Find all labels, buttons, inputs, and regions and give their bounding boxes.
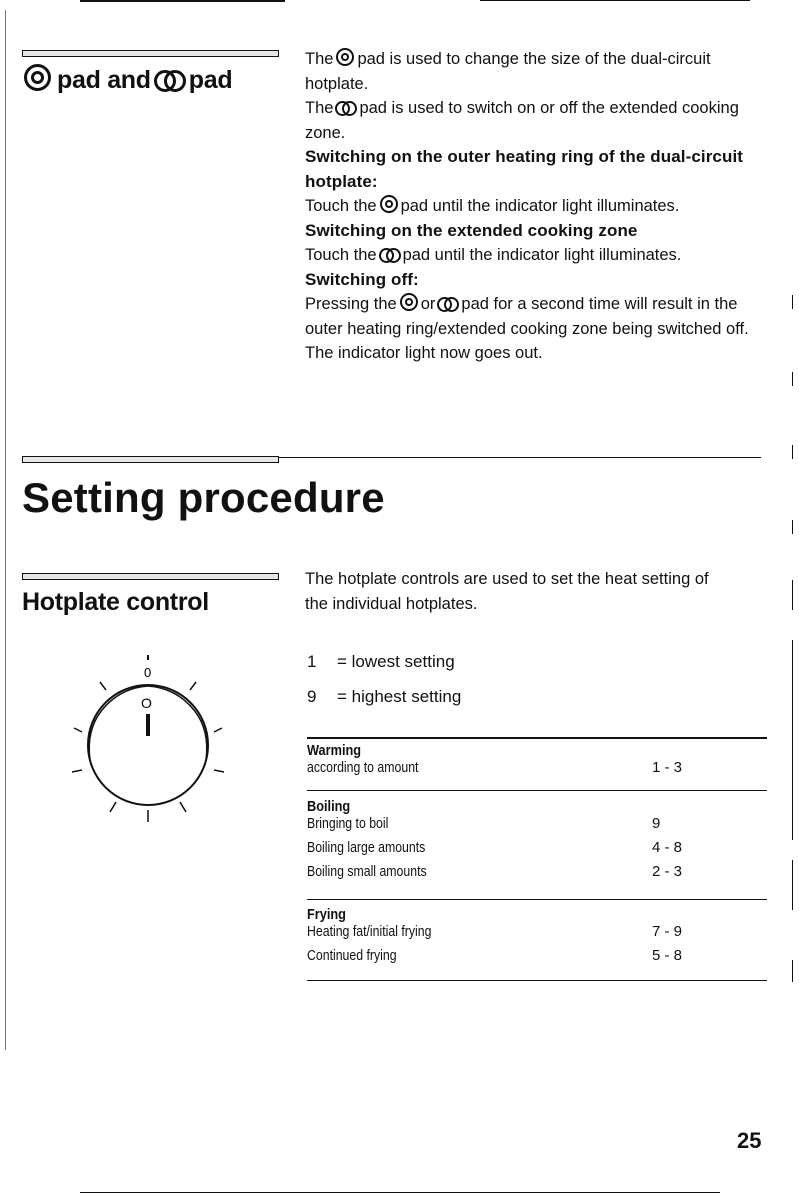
margin-mark (792, 960, 793, 982)
setting-range (307, 652, 461, 707)
extended-zone-icon (379, 248, 401, 261)
text-outer-ring: Touch the pad until the indicator light illuminates. (305, 197, 680, 215)
margin-mark (792, 860, 793, 910)
table-rule (307, 899, 767, 900)
setting-lowest: 1 = lowest setting (307, 652, 455, 671)
dial-tick (74, 728, 82, 732)
para-extended-pad: The pad is used to switch on or off the extended cooking zone. (305, 99, 739, 142)
table-row: Heating fat/initial frying 7 - 9 (307, 923, 683, 940)
section-bar-procedure (22, 456, 279, 463)
hotplate-dial-illustration (60, 650, 240, 830)
extended-zone-icon (154, 70, 186, 90)
left-margin-line (5, 10, 6, 1050)
group-frying: Frying (307, 906, 346, 923)
extended-zone-icon (335, 101, 357, 114)
table-rule-top (307, 737, 767, 739)
table-row: Bringing to boil 9 (307, 815, 661, 832)
dial-tick (190, 682, 196, 690)
sub-heading-outer-ring: Switching on the outer heating ring of the dual-circuit hotplate: (305, 147, 744, 191)
top-rule-right (480, 0, 750, 1)
pads-heading-part1: pad and (57, 66, 151, 94)
section-bar-hotplate (22, 573, 279, 580)
margin-mark (792, 640, 793, 840)
dual-circuit-icon (380, 195, 398, 213)
group-warming: Warming (307, 742, 362, 759)
table-rule-bottom (307, 980, 767, 981)
settings-table-boiling (307, 798, 767, 887)
setting-highest: 9 = highest setting (307, 687, 462, 706)
dial-tick (72, 770, 82, 772)
hotplate-control-heading: Hotplate control (22, 588, 209, 616)
sub-heading-extended-zone: Switching on the extended cooking zone (305, 220, 638, 240)
settings-table-frying (307, 906, 767, 971)
dial-mark-zero: 0 (144, 665, 152, 680)
dial-pointer (146, 714, 150, 736)
dial-tick (100, 682, 106, 690)
table-row: according to amount 1 - 3 (307, 759, 683, 776)
dial-tick (180, 802, 186, 812)
dial-tick (214, 770, 224, 772)
table-rule (307, 790, 767, 791)
extended-zone-icon (437, 297, 459, 310)
dual-circuit-icon (336, 48, 354, 66)
margin-mark (792, 520, 793, 534)
dial-tick (214, 728, 222, 732)
top-rule-left (80, 0, 285, 2)
table-row: Boiling large amounts 4 - 8 (307, 839, 683, 856)
group-boiling: Boiling (307, 798, 351, 815)
procedure-rule (278, 457, 761, 458)
pads-description (305, 47, 765, 366)
table-row: Continued frying 5 - 8 (307, 947, 683, 964)
pads-heading-part2: pad (188, 66, 233, 94)
sub-heading-switching-off: Switching off: (305, 269, 419, 289)
margin-mark (792, 445, 793, 459)
text-switching-off: Pressing the or pad for a second time will result in the outer heating ring/extended cooking zone being switched off. The indicator light now goes out. (305, 295, 749, 362)
dual-circuit-icon (24, 64, 51, 91)
dual-circuit-icon (400, 293, 418, 311)
section-bar-pads (22, 50, 279, 57)
bottom-rule (80, 1192, 720, 1193)
table-row: Boiling small amounts 2 - 3 (307, 863, 683, 880)
margin-mark (792, 580, 793, 610)
page-number: 25 (737, 1128, 762, 1153)
text-extended-zone: Touch the pad until the indicator light illuminates. (305, 246, 682, 264)
pads-heading (24, 64, 232, 95)
hotplate-intro: The hotplate controls are used to set the heat setting of the individual hotplates. (305, 570, 709, 613)
margin-mark (792, 295, 793, 309)
procedure-title: Setting procedure (22, 474, 385, 521)
dial-mark-top: O (141, 695, 152, 711)
para-dual-pad: The pad is used to change the size of the dual-circuit hotplate. (305, 50, 711, 93)
settings-table-warming (307, 742, 767, 783)
dial-tick (110, 802, 116, 812)
margin-mark (792, 372, 793, 386)
